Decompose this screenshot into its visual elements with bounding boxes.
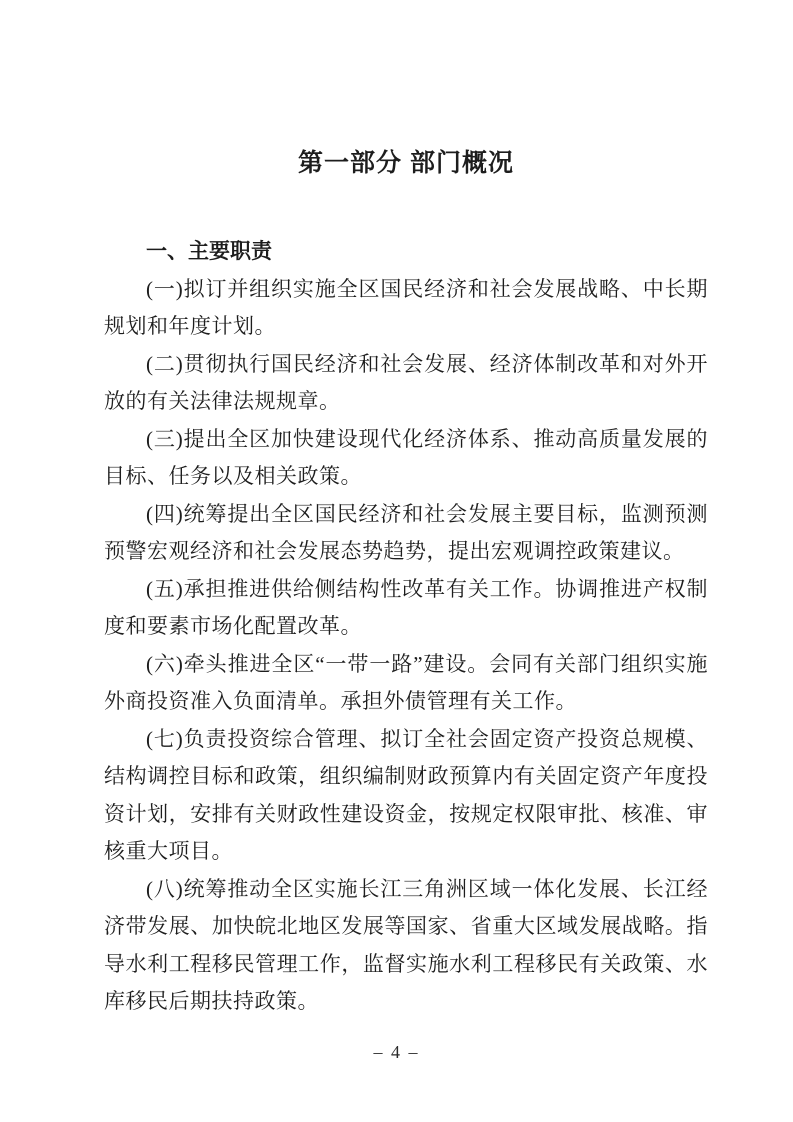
paragraph: (二)贯彻执行国民经济和社会发展、经济体制改革和对外开放的有关法律法规规章。	[104, 351, 708, 413]
paragraph: (六)牵头推进全区“一带一路”建设。会同有关部门组织实施外商投资准入负面清单。承担外债管理有关工作。	[104, 651, 708, 713]
paragraph-list	[104, 271, 708, 1021]
paragraph: (一)拟订并组织实施全区国民经济和社会发展战略、中长期规划和年度计划。	[104, 276, 708, 338]
paragraph: (三)提出全区加快建设现代化经济体系、推动高质量发展的目标、任务以及相关政策。	[104, 426, 708, 488]
page-footer	[0, 1042, 793, 1063]
page-number: – 4 –	[373, 1042, 420, 1062]
paragraph: (五)承担推进供给侧结构性改革有关工作。协调推进产权制度和要素市场化配置改革。	[104, 576, 708, 638]
paragraph: (四)统筹提出全区国民经济和社会发展主要目标，监测预测预警宏观经济和社会发展态势趋势，提出宏观调控政策建议。	[104, 501, 708, 563]
document-title: 第一部分 部门概况	[298, 149, 514, 177]
paragraph: (八)统筹推动全区实施长江三角洲区域一体化发展、长江经济带发展、加快皖北地区发展等国家、省重大区域发展战略。指导水利工程移民管理工作，监督实施水利工程移民有关政策、水库移民后期扶持政策。	[104, 876, 708, 1013]
paragraph: (七)负责投资综合管理、拟订全社会固定资产投资总规模、结构调控目标和政策，组织编制财政预算内有关固定资产年度投资计划，安排有关财政性建设资金，按规定权限审批、核准、审核重大项目。	[104, 726, 708, 863]
document-content	[104, 148, 708, 1021]
section-heading: 一、主要职责	[146, 240, 272, 263]
